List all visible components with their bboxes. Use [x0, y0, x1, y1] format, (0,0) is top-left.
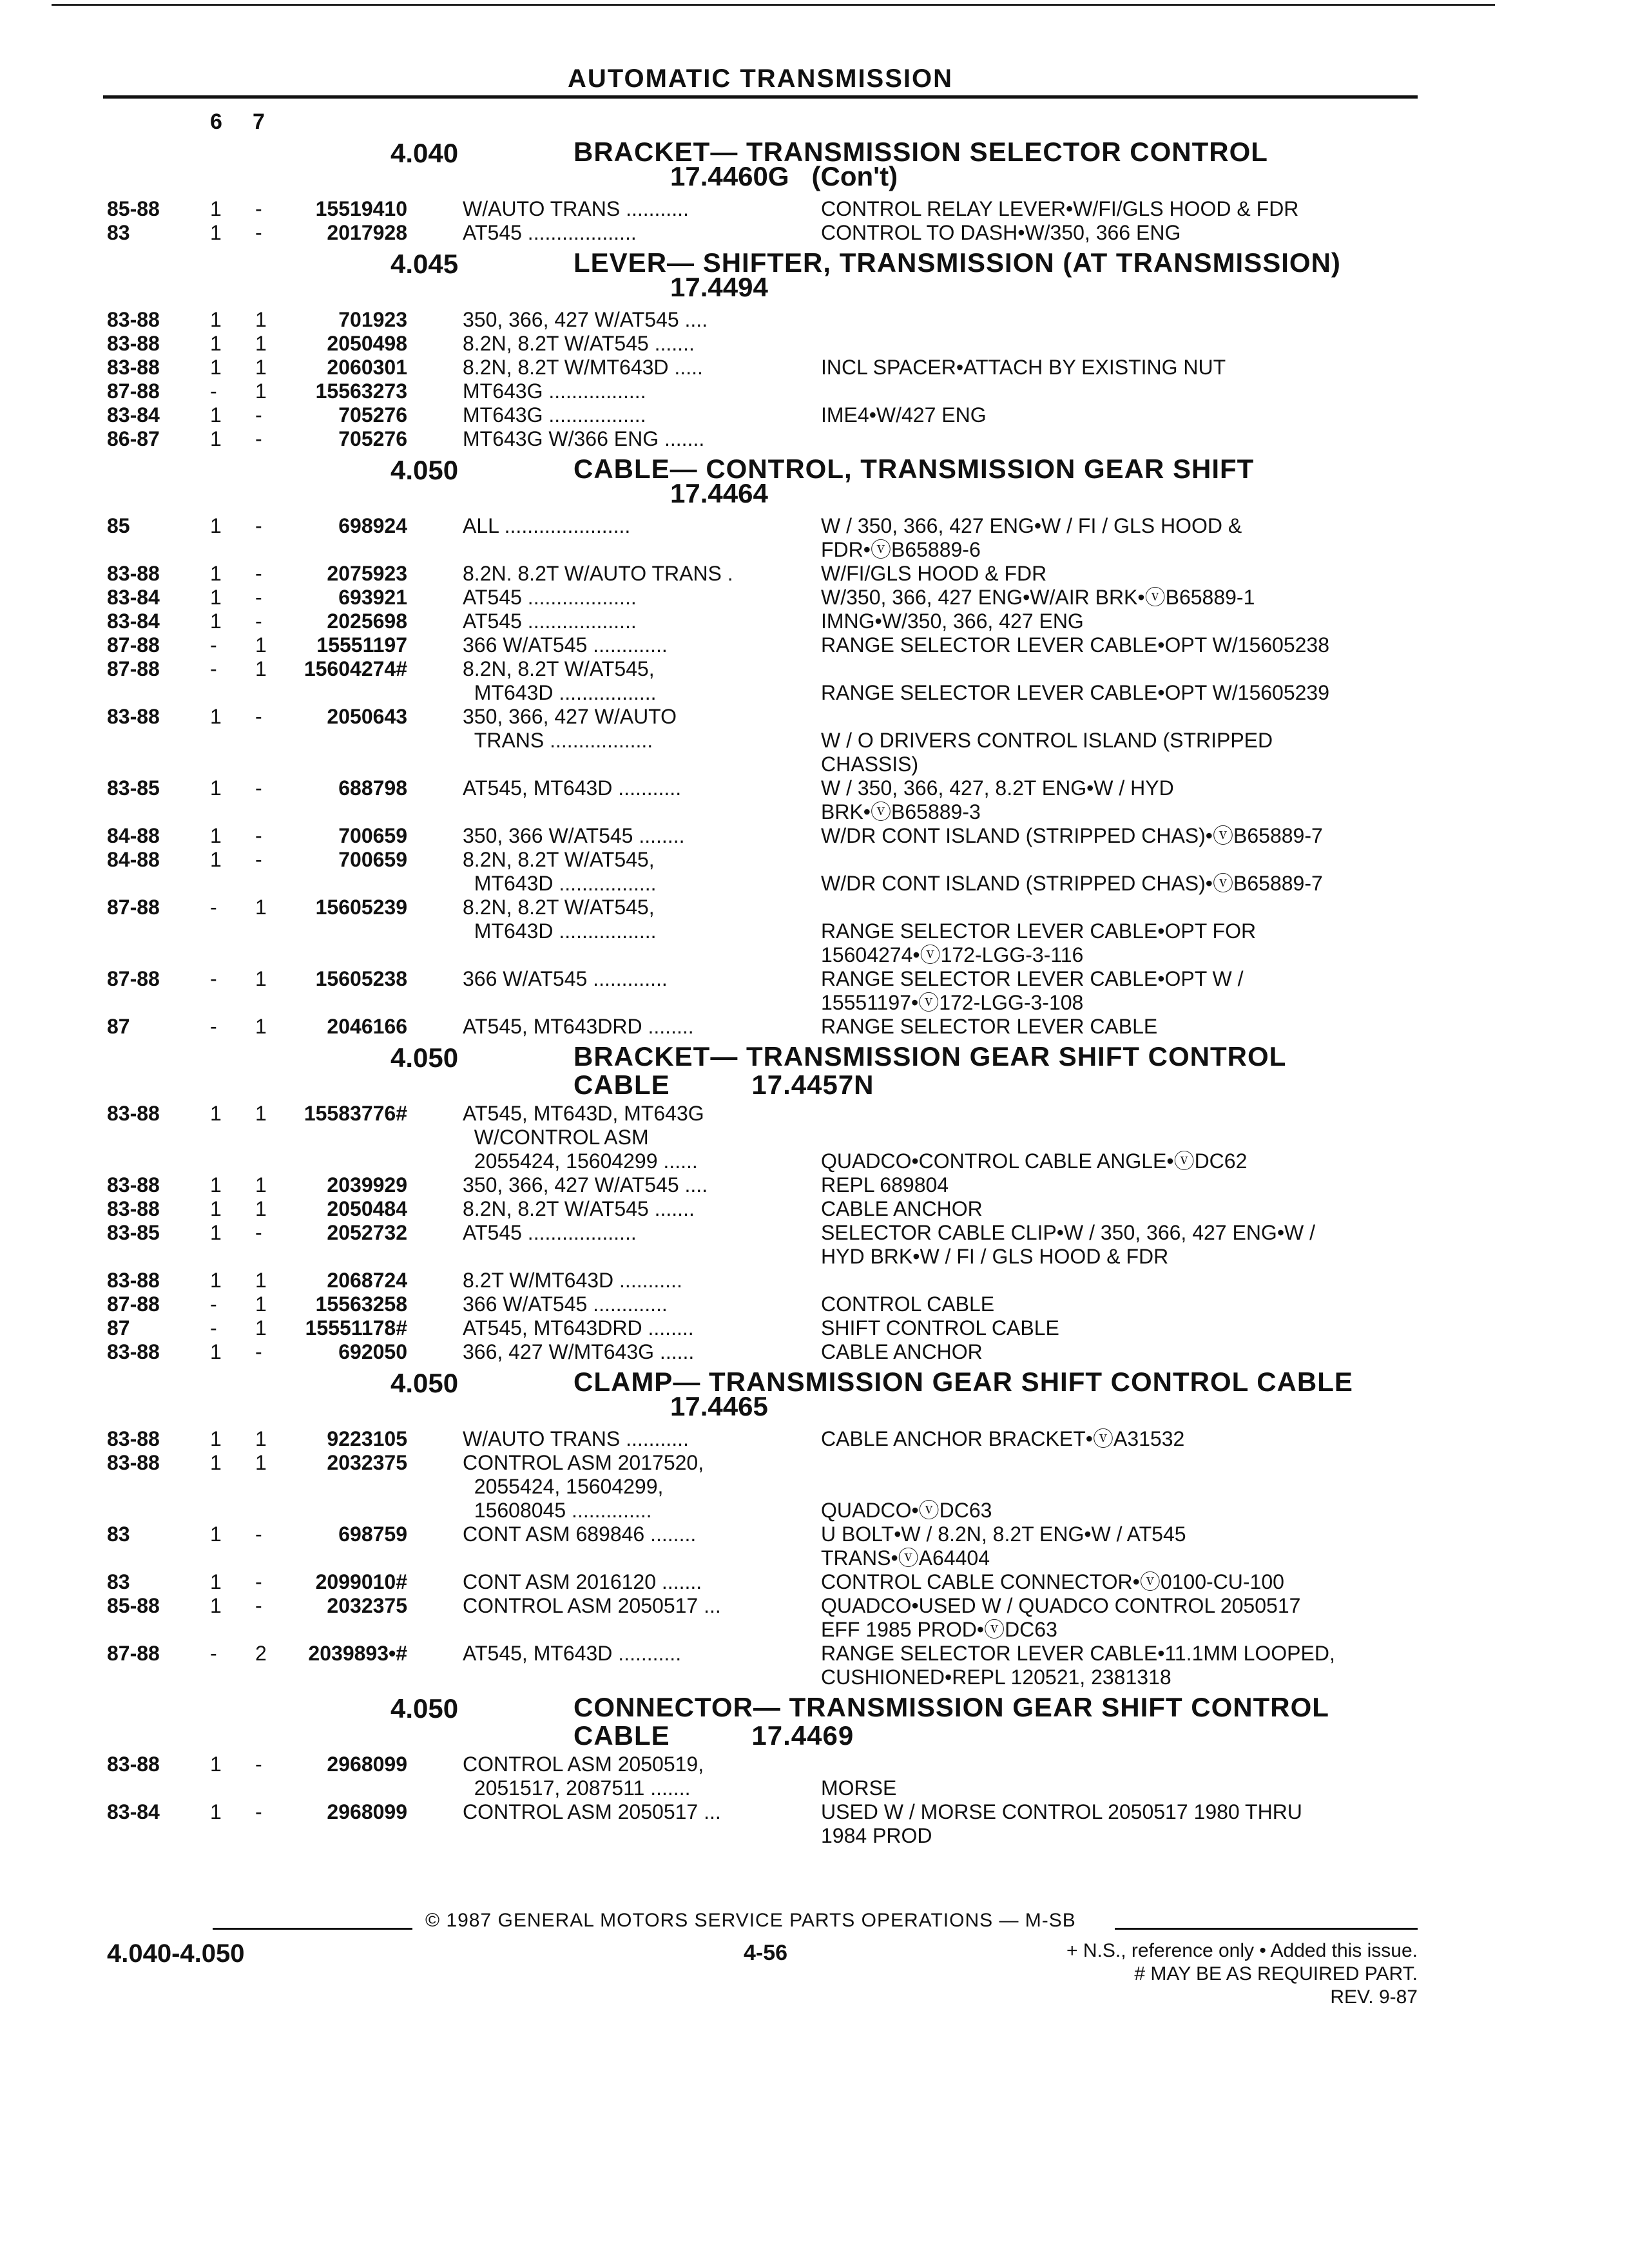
- description: W/DR CONT ISLAND (STRIPPED CHAS)•ⓥB65889-7: [821, 872, 1323, 895]
- qty-col-7: 1: [255, 308, 267, 331]
- qty-col-6: 1: [210, 1197, 222, 1220]
- part-row: [0, 1293, 1629, 1316]
- model-years: 83-84: [107, 1800, 160, 1823]
- application: AT545 ...................: [463, 610, 637, 633]
- description: CABLE ANCHOR: [821, 1197, 983, 1220]
- part-number: 15563273: [315, 380, 407, 403]
- section-title: BRACKET— TRANSMISSION SELECTOR CONTROL: [574, 137, 1268, 167]
- part-row: [0, 896, 1629, 967]
- model-years: 83-88: [107, 356, 160, 379]
- part-number: 693921: [338, 586, 407, 609]
- qty-col-6: 1: [210, 1102, 222, 1125]
- model-years: 83: [107, 221, 130, 244]
- part-row: [0, 1102, 1629, 1173]
- application: ALL ......................: [463, 514, 631, 537]
- part-row: [0, 1221, 1629, 1269]
- qty-col-6: 1: [210, 1427, 222, 1450]
- application: CONT ASM 2016120 .......: [463, 1570, 702, 1593]
- footer-rule-left: [213, 1928, 412, 1930]
- description: RANGE SELECTOR LEVER CABLE•OPT W/15605239: [821, 681, 1330, 704]
- model-years: 83-88: [107, 1427, 160, 1450]
- part-row: [0, 1269, 1629, 1293]
- catalog-section: [0, 1043, 1629, 1364]
- part-number: 15605239: [315, 896, 407, 919]
- qty-col-6: 1: [210, 221, 222, 244]
- part-row: [0, 308, 1629, 332]
- part-number: 2068724: [327, 1269, 407, 1292]
- application: 366, 427 W/MT643G ......: [463, 1340, 695, 1363]
- application: 366 W/AT545 .............: [463, 1293, 668, 1316]
- qty-col-7: 1: [255, 633, 267, 657]
- section-code: 17.4465: [670, 1391, 768, 1421]
- qty-col-6: 1: [210, 776, 222, 800]
- application: AT545 ...................: [463, 586, 637, 609]
- part-row: [0, 1316, 1629, 1340]
- catalog-section: [0, 1368, 1629, 1689]
- model-years: 83-88: [107, 1197, 160, 1220]
- application: AT545 ...................: [463, 1221, 637, 1244]
- qty-col-6: 1: [210, 562, 222, 585]
- part-number: 2017928: [327, 221, 407, 244]
- description: W / 350, 366, 427 ENG•W / FI / GLS HOOD & FDR•ⓥB65889-6: [821, 514, 1242, 561]
- part-number: 2025698: [327, 610, 407, 633]
- catalog-section: [0, 138, 1629, 245]
- part-row: [0, 586, 1629, 610]
- application: CONTROL ASM 2017520, 2055424, 15604299, 15608045 ..............: [463, 1451, 704, 1522]
- description: RANGE SELECTOR LEVER CABLE•OPT W / 15551197•ⓥ172-LGG-3-108: [821, 967, 1244, 1014]
- application: CONTROL ASM 2050517 ...: [463, 1800, 721, 1823]
- application: 8.2N, 8.2T W/AT545, MT643D .................: [463, 657, 657, 704]
- section-code: 17.4460G (Con't): [670, 161, 898, 191]
- model-years: 83-85: [107, 1221, 160, 1244]
- model-years: 83-88: [107, 562, 160, 585]
- model-years: 83-88: [107, 1173, 160, 1196]
- description: W/FI/GLS HOOD & FDR: [821, 562, 1047, 585]
- qty-col-7: -: [255, 221, 262, 244]
- application: 8.2T W/MT643D ...........: [463, 1269, 682, 1292]
- catalog-section: [0, 455, 1629, 1039]
- qty-col-6: 1: [210, 1340, 222, 1363]
- description: INCL SPACER•ATTACH BY EXISTING NUT: [821, 356, 1226, 379]
- part-number: 15551197: [316, 633, 407, 657]
- description: QUADCO•CONTROL CABLE ANGLE•ⓥDC62: [821, 1149, 1248, 1173]
- qty-col-7: 1: [255, 967, 267, 990]
- qty-col-7: 1: [255, 1293, 267, 1316]
- section-header: [0, 249, 1629, 308]
- qty-col-6: -: [210, 896, 217, 919]
- part-row: [0, 1523, 1629, 1570]
- description: REPL 689804: [821, 1173, 949, 1196]
- qty-col-7: -: [255, 586, 262, 609]
- description: QUADCO•USED W / QUADCO CONTROL 2050517 EFF 1985 PROD•ⓥDC63: [821, 1594, 1301, 1641]
- part-number: 9223105: [327, 1427, 407, 1450]
- application: 350, 366 W/AT545 ........: [463, 824, 685, 847]
- part-row: [0, 633, 1629, 657]
- part-number: 2050643: [327, 705, 407, 728]
- part-row: [0, 1800, 1629, 1848]
- application: 366 W/AT545 .............: [463, 633, 668, 657]
- model-years: 83-88: [107, 1340, 160, 1363]
- qty-col-7: -: [255, 427, 262, 450]
- footer-note-revision: REV. 9-87: [1330, 1986, 1418, 2008]
- part-row: [0, 848, 1629, 896]
- qty-col-6: -: [210, 1642, 217, 1665]
- part-row: [0, 1642, 1629, 1689]
- model-years: 83-84: [107, 610, 160, 633]
- application: MT643G W/366 ENG .......: [463, 427, 705, 450]
- description: IMNG•W/350, 366, 427 ENG: [821, 610, 1084, 633]
- section-title: BRACKET— TRANSMISSION GEAR SHIFT CONTROL CABLE 17.4457N: [574, 1041, 1287, 1100]
- application: 8.2N, 8.2T W/AT545 .......: [463, 332, 695, 355]
- model-years: 85-88: [107, 197, 160, 220]
- model-years: 87-88: [107, 1293, 160, 1316]
- qty-col-7: 1: [255, 657, 267, 680]
- qty-col-7: 2: [255, 1642, 267, 1665]
- qty-col-6: 1: [210, 1570, 222, 1593]
- section-number: 4.050: [390, 455, 459, 485]
- description: W / O DRIVERS CONTROL ISLAND (STRIPPED CHASSIS): [821, 729, 1273, 776]
- catalog-section: [0, 1693, 1629, 1848]
- application: W/AUTO TRANS ...........: [463, 197, 689, 220]
- part-number: 15551178#: [305, 1316, 407, 1340]
- part-row: [0, 403, 1629, 427]
- qty-col-7: -: [255, 776, 262, 800]
- qty-col-7: -: [255, 562, 262, 585]
- application: 350, 366, 427 W/AUTO TRANS ..................: [463, 705, 677, 752]
- part-row: [0, 427, 1629, 451]
- application: AT545, MT643D ...........: [463, 776, 682, 800]
- qty-col-6: 1: [210, 1523, 222, 1546]
- page-title: AUTOMATIC TRANSMISSION: [567, 64, 954, 93]
- section-header: [0, 1368, 1629, 1427]
- part-number: 15604274#: [304, 657, 407, 680]
- application: AT545, MT643D, MT643G W/CONTROL ASM 2055424, 15604299 ......: [463, 1102, 704, 1173]
- part-row: [0, 221, 1629, 245]
- qty-col-6: -: [210, 633, 217, 657]
- model-years: 84-88: [107, 824, 160, 847]
- qty-col-7: -: [255, 1523, 262, 1546]
- qty-col-6: 1: [210, 403, 222, 427]
- part-row: [0, 1173, 1629, 1197]
- description: CONTROL RELAY LEVER•W/FI/GLS HOOD & FDR: [821, 197, 1299, 220]
- application: MT643G .................: [463, 403, 646, 427]
- qty-col-6: -: [210, 967, 217, 990]
- qty-col-7: 1: [255, 1316, 267, 1340]
- application: MT643G .................: [463, 380, 646, 403]
- qty-col-6: 1: [210, 356, 222, 379]
- section-number: 4.050: [390, 1693, 459, 1724]
- part-row: [0, 332, 1629, 356]
- description: USED W / MORSE CONTROL 2050517 1980 THRU 1984 PROD: [821, 1800, 1302, 1847]
- part-row: [0, 776, 1629, 824]
- description: CONTROL CABLE: [821, 1293, 995, 1316]
- application: AT545, MT643DRD ........: [463, 1015, 694, 1038]
- part-row: [0, 1570, 1629, 1594]
- section-number: 4.050: [390, 1368, 459, 1398]
- qty-col-6: 1: [210, 824, 222, 847]
- page-number: 4-56: [744, 1941, 788, 1965]
- application: 366 W/AT545 .............: [463, 967, 668, 990]
- part-row: [0, 1427, 1629, 1451]
- qty-col-7: 1: [255, 1173, 267, 1196]
- qty-col-6: 1: [210, 586, 222, 609]
- part-number: 2075923: [327, 562, 407, 585]
- part-number: 2039929: [327, 1173, 407, 1196]
- model-years: 83-88: [107, 705, 160, 728]
- qty-col-6: 1: [210, 1221, 222, 1244]
- model-years: 85: [107, 514, 130, 537]
- part-row: [0, 514, 1629, 562]
- qty-col-7: 1: [255, 1451, 267, 1474]
- part-row: [0, 1197, 1629, 1221]
- part-row: [0, 380, 1629, 403]
- part-number: 701923: [338, 308, 407, 331]
- qty-col-7: 1: [255, 1015, 267, 1038]
- part-row: [0, 1594, 1629, 1642]
- qty-col-7: 1: [255, 1269, 267, 1292]
- description: CONTROL CABLE CONNECTOR•ⓥ0100-CU-100: [821, 1570, 1284, 1593]
- model-years: 83: [107, 1570, 130, 1593]
- column-header-6: 6: [210, 110, 222, 134]
- qty-col-7: 1: [255, 1427, 267, 1450]
- qty-col-6: 1: [210, 308, 222, 331]
- part-number: 2052732: [327, 1221, 407, 1244]
- qty-col-7: 1: [255, 1197, 267, 1220]
- section-title: CONNECTOR— TRANSMISSION GEAR SHIFT CONTROL CABLE 17.4469: [574, 1692, 1329, 1751]
- application: AT545, MT643DRD ........: [463, 1316, 694, 1340]
- part-row: [0, 1753, 1629, 1800]
- application: 8.2N, 8.2T W/MT643D .....: [463, 356, 703, 379]
- part-number: 692050: [338, 1340, 407, 1363]
- qty-col-7: -: [255, 403, 262, 427]
- application: CONTROL ASM 2050517 ...: [463, 1594, 721, 1617]
- application: CONTROL ASM 2050519, 2051517, 2087511 .......: [463, 1753, 704, 1800]
- model-years: 85-88: [107, 1594, 160, 1617]
- qty-col-6: 1: [210, 705, 222, 728]
- section-number: 4.040: [390, 138, 459, 168]
- qty-col-6: 1: [210, 1594, 222, 1617]
- qty-col-7: 1: [255, 896, 267, 919]
- description: W/350, 366, 427 ENG•W/AIR BRK•ⓥB65889-1: [821, 586, 1255, 609]
- part-number: 698759: [338, 1523, 407, 1546]
- section-number: 4.050: [390, 1043, 459, 1073]
- part-number: 705276: [338, 427, 407, 450]
- section-title: LEVER— SHIFTER, TRANSMISSION (AT TRANSMISSION): [574, 247, 1341, 278]
- description: W/DR CONT ISLAND (STRIPPED CHAS)•ⓥB65889-7: [821, 824, 1323, 847]
- qty-col-7: -: [255, 197, 262, 220]
- qty-col-7: 1: [255, 356, 267, 379]
- model-years: 87-88: [107, 657, 160, 680]
- qty-col-6: -: [210, 380, 217, 403]
- part-number: 2032375: [327, 1594, 407, 1617]
- qty-col-6: 1: [210, 1753, 222, 1776]
- description: RANGE SELECTOR LEVER CABLE•OPT FOR 15604274•ⓥ172-LGG-3-116: [821, 919, 1257, 966]
- section-header: [0, 138, 1629, 197]
- part-number: 688798: [338, 776, 407, 800]
- application: 8.2N, 8.2T W/AT545, MT643D .................: [463, 848, 657, 895]
- description: RANGE SELECTOR LEVER CABLE: [821, 1015, 1158, 1038]
- part-row: [0, 705, 1629, 776]
- part-number: 700659: [338, 848, 407, 871]
- part-row: [0, 562, 1629, 586]
- part-number: 15563258: [315, 1293, 407, 1316]
- model-years: 86-87: [107, 427, 160, 450]
- column-headers: [210, 110, 295, 135]
- model-years: 83-88: [107, 1102, 160, 1125]
- qty-col-7: -: [255, 514, 262, 537]
- application: CONT ASM 689846 ........: [463, 1523, 697, 1546]
- qty-col-6: 1: [210, 332, 222, 355]
- footer-note-reference: + N.S., reference only • Added this issue.: [1066, 1940, 1418, 1961]
- model-years: 87: [107, 1015, 130, 1038]
- qty-col-6: 1: [210, 427, 222, 450]
- model-years: 83-84: [107, 403, 160, 427]
- section-title: CABLE— CONTROL, TRANSMISSION GEAR SHIFT: [574, 454, 1255, 484]
- model-years: 83-88: [107, 1753, 160, 1776]
- qty-col-7: -: [255, 1570, 262, 1593]
- catalog-section: [0, 249, 1629, 451]
- qty-col-7: -: [255, 1340, 262, 1363]
- model-years: 84-88: [107, 848, 160, 871]
- model-years: 87-88: [107, 380, 160, 403]
- part-number: 705276: [338, 403, 407, 427]
- model-years: 83-88: [107, 1269, 160, 1292]
- model-years: 87-88: [107, 896, 160, 919]
- qty-col-7: -: [255, 1753, 262, 1776]
- description: MORSE: [821, 1776, 897, 1800]
- qty-col-7: -: [255, 705, 262, 728]
- description: CABLE ANCHOR BRACKET•ⓥA31532: [821, 1427, 1185, 1450]
- part-number: 700659: [338, 824, 407, 847]
- qty-col-7: 1: [255, 380, 267, 403]
- qty-col-6: -: [210, 1316, 217, 1340]
- description: CONTROL TO DASH•W/350, 366 ENG: [821, 221, 1181, 244]
- part-row: [0, 197, 1629, 221]
- part-number: 2968099: [327, 1800, 407, 1823]
- application: 350, 366, 427 W/AT545 ....: [463, 308, 708, 331]
- part-row: [0, 967, 1629, 1015]
- part-number: 2968099: [327, 1753, 407, 1776]
- qty-col-6: -: [210, 1015, 217, 1038]
- qty-col-6: -: [210, 1293, 217, 1316]
- part-row: [0, 1451, 1629, 1523]
- qty-col-7: -: [255, 1221, 262, 1244]
- application: 350, 366, 427 W/AT545 ....: [463, 1173, 708, 1196]
- qty-col-6: -: [210, 657, 217, 680]
- part-row: [0, 610, 1629, 633]
- copyright-line: © 1987 GENERAL MOTORS SERVICE PARTS OPERATIONS — M-SB: [425, 1910, 1076, 1931]
- parts-listing: [0, 135, 1629, 1852]
- section-range: 4.040-4.050: [107, 1939, 245, 1968]
- qty-col-7: -: [255, 1594, 262, 1617]
- description: SHIFT CONTROL CABLE: [821, 1316, 1059, 1340]
- section-code: 17.4494: [670, 272, 768, 302]
- model-years: 87: [107, 1316, 130, 1340]
- model-years: 83-88: [107, 1451, 160, 1474]
- application: W/AUTO TRANS ...........: [463, 1427, 689, 1450]
- qty-col-6: 1: [210, 514, 222, 537]
- description: W / 350, 366, 427, 8.2T ENG•W / HYD BRK•ⓥB65889-3: [821, 776, 1174, 823]
- qty-col-7: -: [255, 1800, 262, 1823]
- part-number: 15583776#: [304, 1102, 407, 1125]
- qty-col-7: -: [255, 824, 262, 847]
- application: 8.2N. 8.2T W/AUTO TRANS .: [463, 562, 733, 585]
- part-number: 2099010#: [315, 1570, 407, 1593]
- qty-col-7: -: [255, 610, 262, 633]
- qty-col-6: 1: [210, 610, 222, 633]
- part-number: 2060301: [327, 356, 407, 379]
- model-years: 87-88: [107, 633, 160, 657]
- part-number: 698924: [338, 514, 407, 537]
- qty-col-6: 1: [210, 1269, 222, 1292]
- application: 8.2N, 8.2T W/AT545, MT643D .................: [463, 896, 657, 943]
- model-years: 83-84: [107, 586, 160, 609]
- section-header: [0, 1693, 1629, 1753]
- description: SELECTOR CABLE CLIP•W / 350, 366, 427 ENG•W / HYD BRK•W / FI / GLS HOOD & FDR: [821, 1221, 1315, 1268]
- part-number: 15519410: [315, 197, 407, 220]
- qty-col-7: 1: [255, 332, 267, 355]
- model-years: 83-88: [107, 308, 160, 331]
- qty-col-6: 1: [210, 1800, 222, 1823]
- qty-col-6: 1: [210, 1451, 222, 1474]
- section-header: [0, 455, 1629, 514]
- footer-rule-right: [1115, 1928, 1418, 1930]
- description: RANGE SELECTOR LEVER CABLE•11.1MM LOOPED, CUSHIONED•REPL 120521, 2381318: [821, 1642, 1335, 1689]
- part-row: [0, 1340, 1629, 1364]
- column-header-7: 7: [253, 110, 265, 134]
- application: AT545, MT643D ...........: [463, 1642, 682, 1665]
- qty-col-6: 1: [210, 848, 222, 871]
- part-number: 2046166: [327, 1015, 407, 1038]
- top-border-line: [52, 4, 1495, 6]
- part-row: [0, 356, 1629, 380]
- header-rule: [103, 95, 1418, 99]
- description: CABLE ANCHOR: [821, 1340, 983, 1363]
- part-number: 2039893•#: [308, 1642, 407, 1665]
- part-number: 2050484: [327, 1197, 407, 1220]
- qty-col-6: 1: [210, 1173, 222, 1196]
- description: QUADCO•ⓥDC63: [821, 1499, 992, 1522]
- application: 8.2N, 8.2T W/AT545 .......: [463, 1197, 695, 1220]
- model-years: 87-88: [107, 1642, 160, 1665]
- part-row: [0, 1015, 1629, 1039]
- section-code: 17.4464: [670, 478, 768, 508]
- qty-col-6: 1: [210, 197, 222, 220]
- model-years: 87-88: [107, 967, 160, 990]
- description: RANGE SELECTOR LEVER CABLE•OPT W/15605238: [821, 633, 1330, 657]
- qty-col-7: 1: [255, 1102, 267, 1125]
- model-years: 83: [107, 1523, 130, 1546]
- part-number: 2050498: [327, 332, 407, 355]
- description: U BOLT•W / 8.2N, 8.2T ENG•W / AT545 TRANS•ⓥA64404: [821, 1523, 1186, 1570]
- part-row: [0, 824, 1629, 848]
- part-number: 15605238: [315, 967, 407, 990]
- section-number: 4.045: [390, 249, 459, 279]
- qty-col-7: -: [255, 848, 262, 871]
- application: AT545 ...................: [463, 221, 637, 244]
- footer-notes: [954, 1939, 1418, 2009]
- model-years: 83-88: [107, 332, 160, 355]
- footer-note-required: # MAY BE AS REQUIRED PART.: [1134, 1963, 1418, 1984]
- part-number: 2032375: [327, 1451, 407, 1474]
- part-row: [0, 657, 1629, 705]
- model-years: 83-85: [107, 776, 160, 800]
- section-header: [0, 1043, 1629, 1102]
- section-title: CLAMP— TRANSMISSION GEAR SHIFT CONTROL CABLE: [574, 1367, 1353, 1397]
- description: IME4•W/427 ENG: [821, 403, 987, 427]
